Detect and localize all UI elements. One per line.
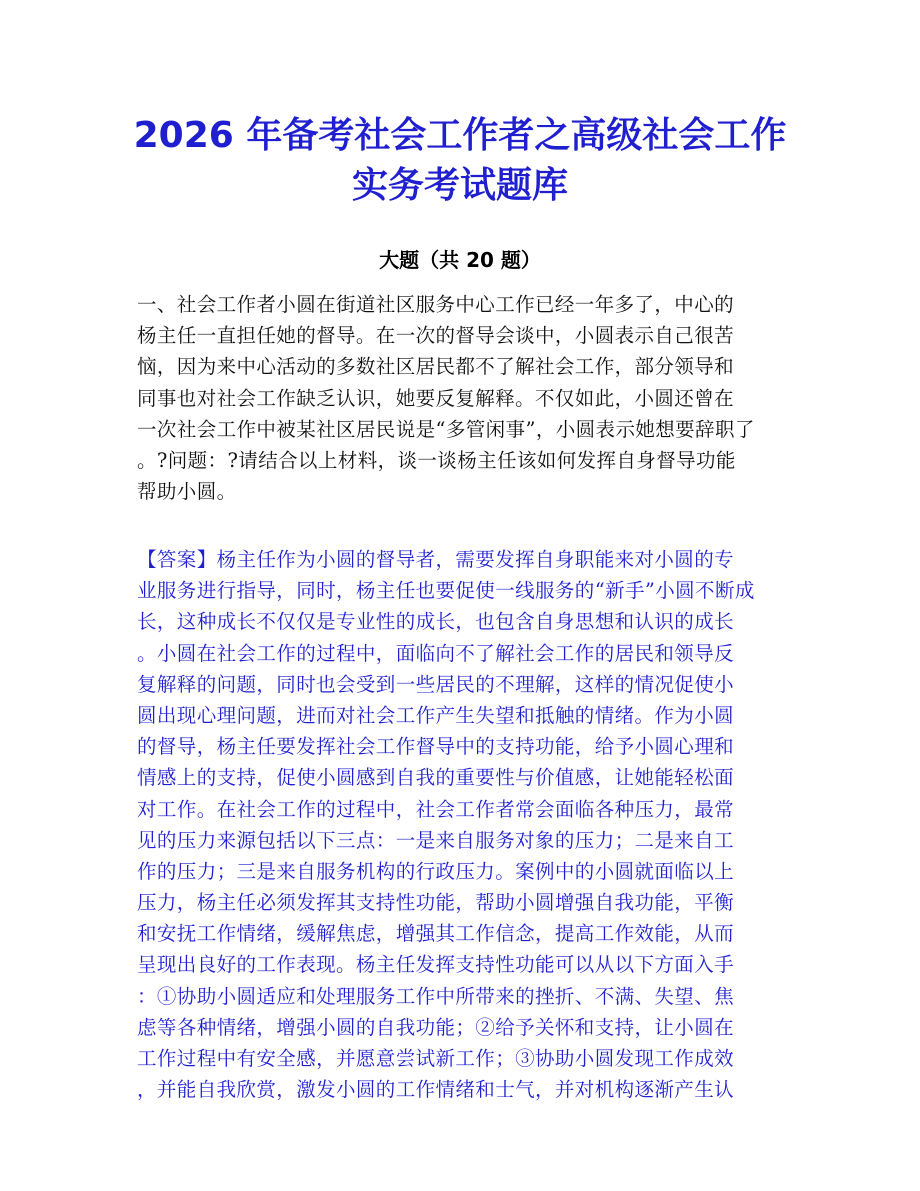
question-line: 一次社会工作中被某社区居民说是“多管闲事”，小圆表示她想要辞职了 — [137, 417, 755, 441]
question-line: 帮助小圆。 — [137, 480, 237, 504]
answer-line: 长，这种成长不仅仅是专业性的成长，也包含自身思想和认识的成长 — [137, 610, 735, 634]
answer-line: 业服务进行指导，同时，杨主任也要促使一线服务的“新手”小圆不断成 — [137, 579, 755, 603]
answer-paragraph — [137, 544, 797, 1105]
question-line: 。?问题：?请结合以上材料，谈一谈杨主任该如何发挥自身督导功能 — [137, 448, 736, 472]
document-title-line-1: 2026 年备考社会工作者之高级社会工作 — [133, 115, 787, 156]
question-line: 一、社会工作者小圆在街道社区服务中心工作已经一年多了，中心的 — [137, 293, 735, 316]
answer-line: 情感上的支持，促使小圆感到自我的重要性与价值感，让她能轻松面 — [137, 766, 735, 790]
answer-line: 对工作。在社会工作的过程中，社会工作者常会面临各种压力，最常 — [137, 797, 735, 821]
answer-line: 呈现出良好的工作表现。杨主任发挥支持性功能可以从以下方面入手 — [137, 953, 735, 977]
answer-line: ：①协助小圆适应和处理服务工作中所带来的挫折、不满、失望、焦 — [137, 984, 735, 1008]
question-paragraph — [137, 289, 797, 507]
question-line: 杨主任一直担任她的督导。在一次的督导会谈中，小圆表示自己很苦 — [137, 324, 735, 348]
answer-line: 圆出现心理问题，进而对社会工作产生失望和抵触的情绪。作为小圆 — [137, 703, 735, 727]
question-line: 同事也对社会工作缺乏认识，她要反复解释。不仅如此，小圆还曾在 — [137, 386, 735, 410]
answer-line: 【答案】杨主任作为小圆的督导者，需要发挥自身职能来对小圆的专 — [137, 548, 735, 571]
answer-line: 工作过程中有安全感，并愿意尝试新工作；③协助小圆发现工作成效 — [137, 1047, 735, 1070]
answer-line: 复解释的问题，同时也会受到一些居民的不理解，这样的情况促使小 — [137, 672, 735, 696]
answer-line: 见的压力来源包括以下三点：一是来自服务对象的压力；二是来自工 — [137, 828, 735, 852]
answer-line: 和安抚工作情绪，缓解焦虑，增强其工作信念，提高工作效能，从而 — [137, 922, 735, 946]
answer-line: 压力，杨主任必须发挥其支持性功能，帮助小圆增强自我功能，平衡 — [137, 891, 735, 915]
answer-line: 的督导，杨主任要发挥社会工作督导中的支持功能，给予小圆心理和 — [137, 735, 735, 759]
question-line: 恼，因为来中心活动的多数社区居民都不了解社会工作，部分领导和 — [137, 355, 735, 379]
answer-line: 虑等各种情绪，增强小圆的自我功能；②给予关怀和支持，让小圆在 — [137, 1015, 735, 1039]
answer-line: 。小圆在社会工作的过程中，面临向不了解社会工作的居民和领导反 — [137, 641, 735, 665]
answer-line: ，并能自我欣赏，激发小圆的工作情绪和士气，并对机构逐渐产生认 — [137, 1078, 735, 1102]
document-title-line-2: 实务考试题库 — [351, 165, 568, 206]
answer-line: 作的压力；三是来自服务机构的行政压力。案例中的小圆就面临以上 — [137, 859, 735, 883]
section-heading: 大题（共 20 题） — [379, 248, 541, 272]
